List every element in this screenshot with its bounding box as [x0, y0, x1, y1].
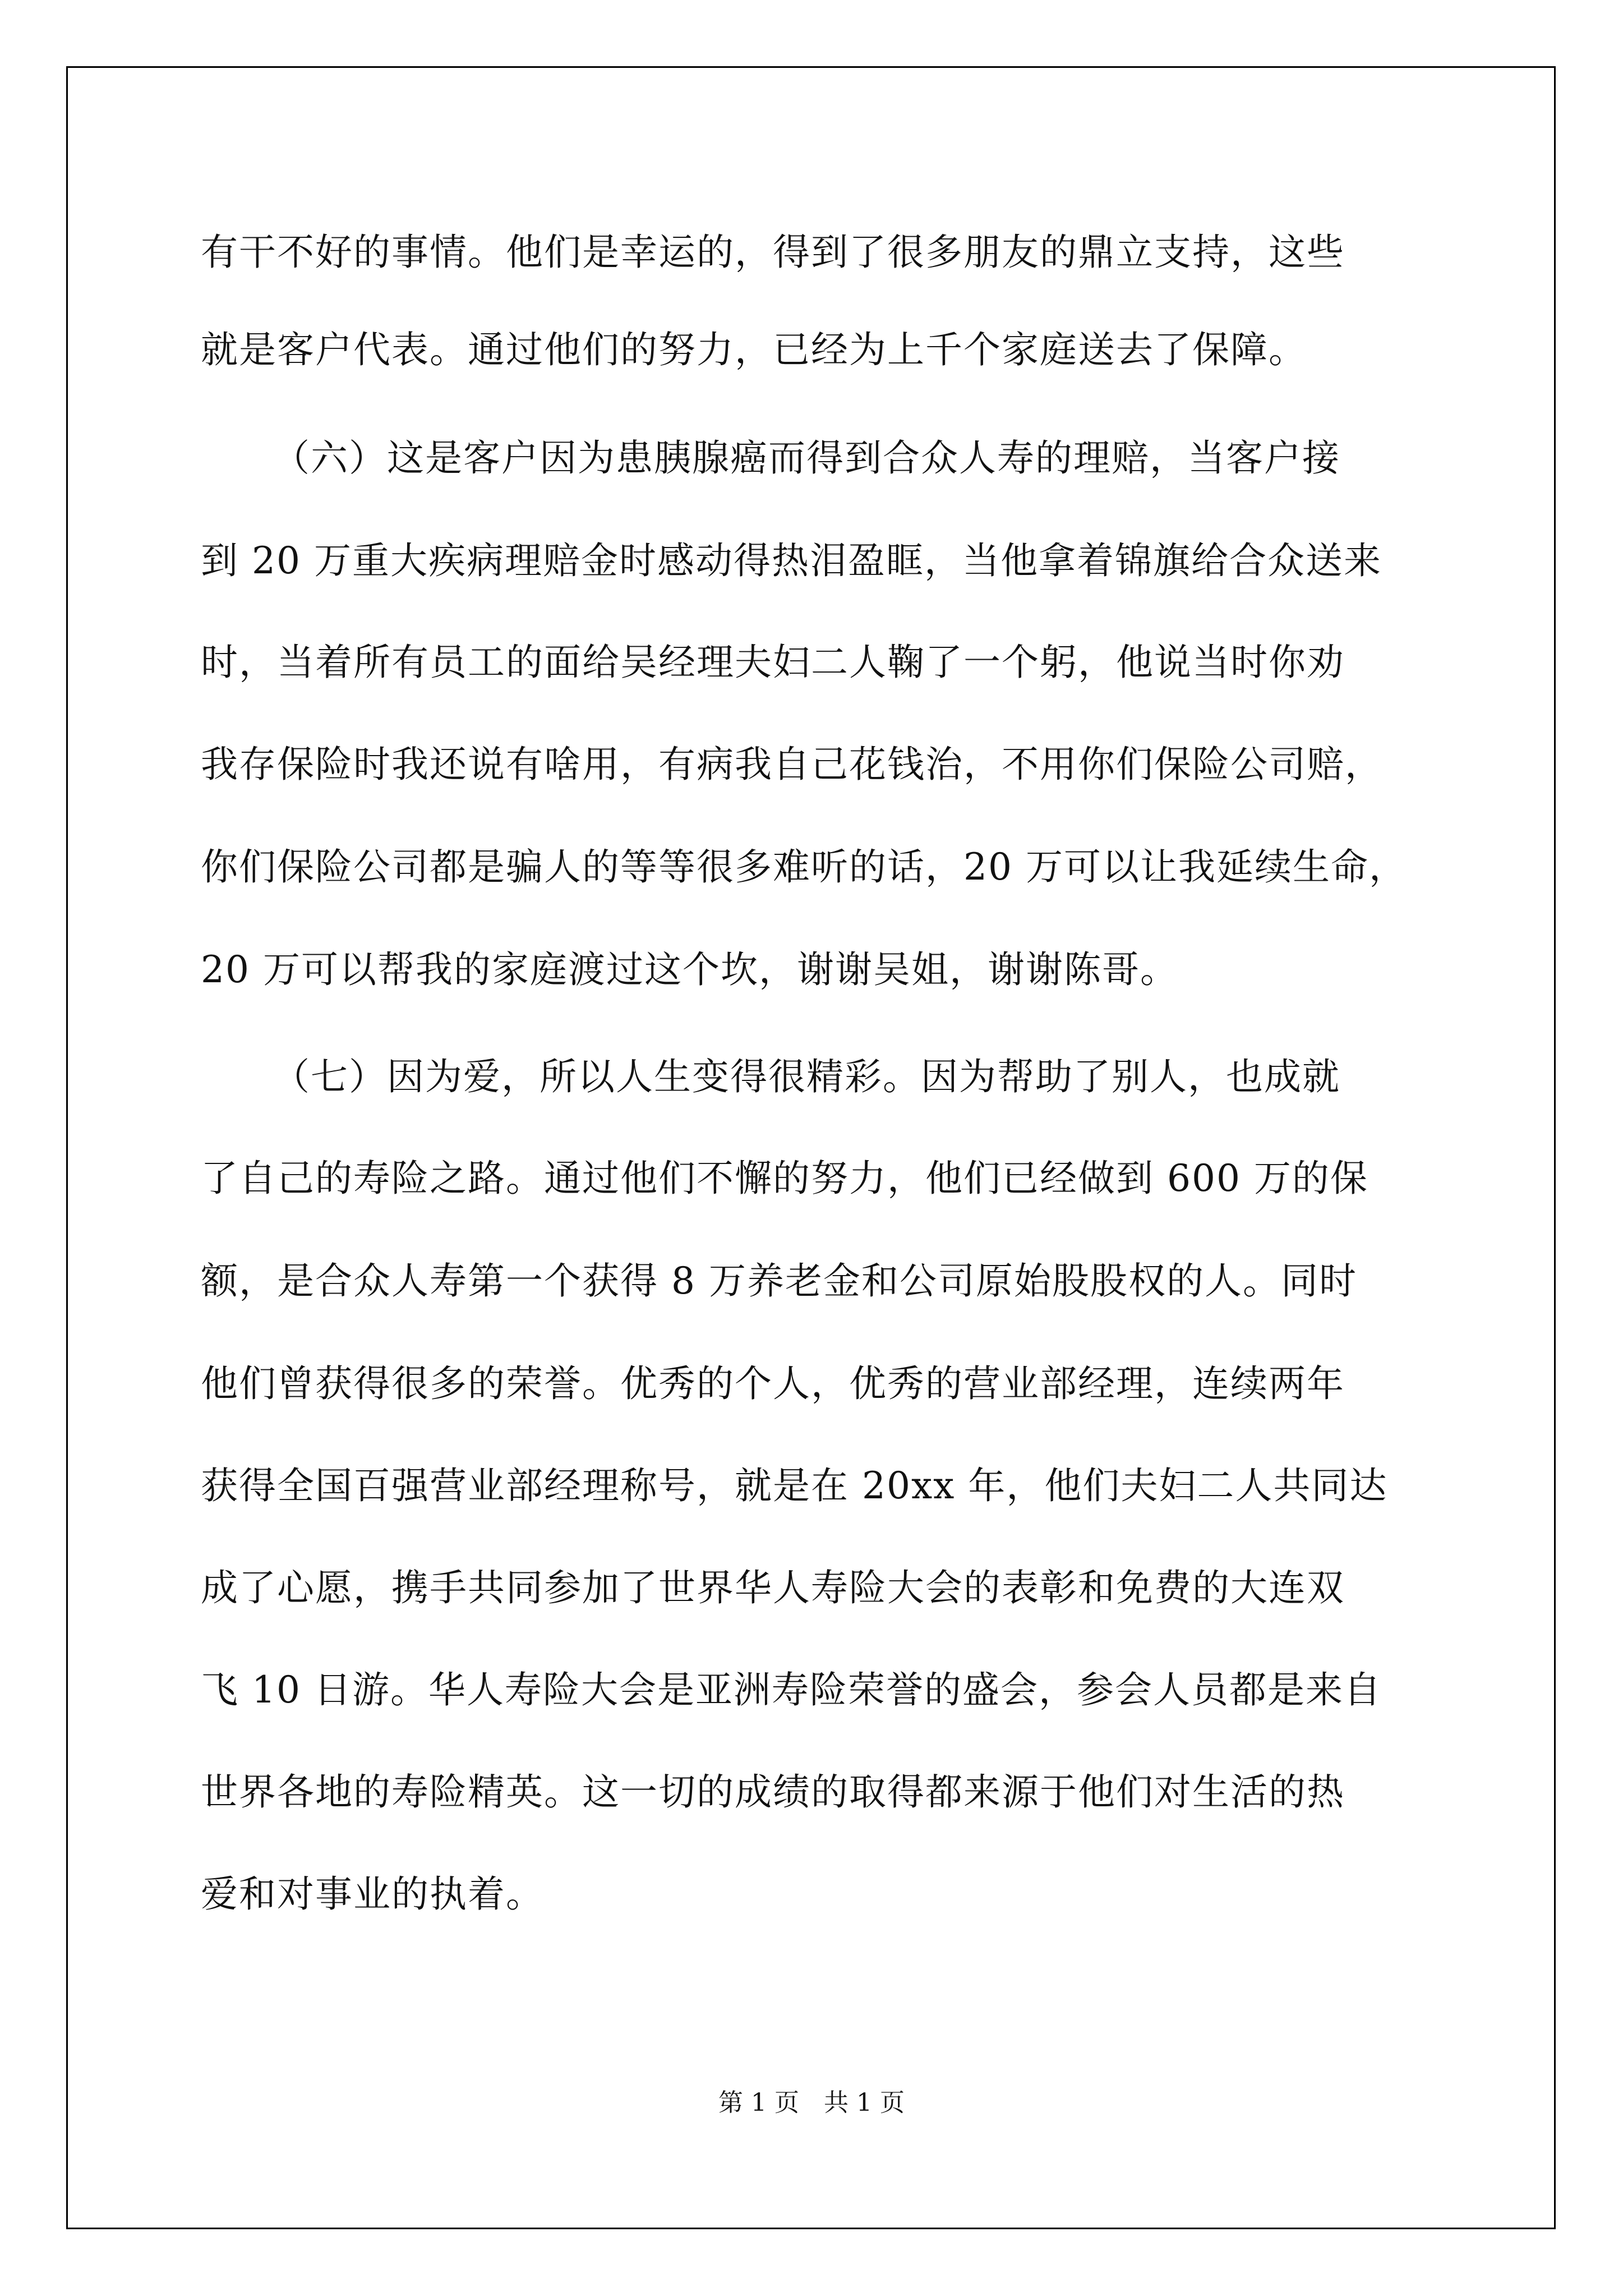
text-line: 世界各地的寿险精英。这一切的成绩的取得都来源于他们对生活的热	[201, 1770, 1345, 1814]
text-line: 就是客户代表。通过他们的努力，已经为上千个家庭送去了保障。	[201, 328, 1307, 371]
text-line: 到 20 万重大疾病理赔金时感动得热泪盈眶，当他拿着锦旗给合众送来	[201, 539, 1382, 582]
paragraph-six-first-line: （六）这是客户因为患胰腺癌而得到合众人寿的理赔，当客户接	[273, 436, 1340, 480]
text-line: 额，是合众人寿第一个获得 8 万养老金和公司原始股股权的人。同时	[201, 1259, 1357, 1303]
page-number-footer: 第 1 页 共 1 页	[718, 2088, 905, 2117]
text-line: 我存保险时我还说有啥用，有病我自己花钱治，不用你们保险公司赔，	[201, 743, 1383, 786]
text-line: 他们曾获得很多的荣誉。优秀的个人，优秀的营业部经理，连续两年	[201, 1362, 1345, 1405]
text-line: 你们保险公司都是骗人的等等很多难听的话，20 万可以让我延续生命，	[201, 845, 1407, 889]
text-line: 飞 10 日游。华人寿险大会是亚洲寿险荣誉的盛会，参会人员都是来自	[201, 1668, 1382, 1711]
text-line: 了自己的寿险之路。通过他们不懈的努力，他们已经做到 600 万的保	[201, 1157, 1368, 1200]
text-line: 时，当着所有员工的面给吴经理夫妇二人鞠了一个躬，他说当时你劝	[201, 641, 1345, 684]
text-line: 爱和对事业的执着。	[201, 1872, 544, 1916]
text-line: 20 万可以帮我的家庭渡过这个坎，谢谢吴姐，谢谢陈哥。	[201, 948, 1178, 991]
text-line: 成了心愿，携手共同参加了世界华人寿险大会的表彰和免费的大连双	[201, 1566, 1345, 1609]
text-line: 获得全国百强营业部经理称号，就是在 20xx 年，他们夫妇二人共同达	[201, 1464, 1388, 1507]
text-line: 有干不好的事情。他们是幸运的，得到了很多朋友的鼎立支持，这些	[201, 231, 1345, 274]
paragraph-seven-first-line: （七）因为爱，所以人生变得很精彩。因为帮助了别人，也成就	[273, 1055, 1340, 1098]
